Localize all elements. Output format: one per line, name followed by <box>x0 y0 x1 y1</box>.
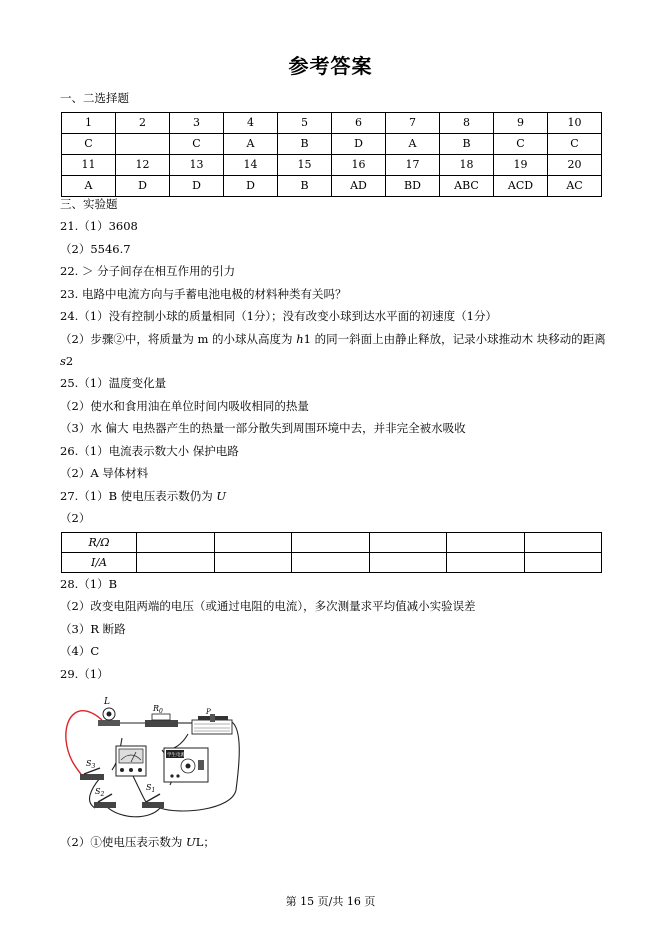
resistance-current-table <box>61 532 602 573</box>
table-row <box>62 176 602 197</box>
table-cell: 16 <box>332 155 386 176</box>
answer-29-2-var-u: U <box>185 835 196 849</box>
table-cell: 20 <box>548 155 602 176</box>
answer-29-2-text: （2）①使电压表示数为 <box>60 835 186 849</box>
table-cell: C <box>494 134 548 155</box>
voltmeter-icon <box>116 746 146 776</box>
table-cell: 18 <box>440 155 494 176</box>
power-supply-label: 学生电源 <box>167 753 185 758</box>
table-cell: D <box>170 176 224 197</box>
answer-25-2: （2）使水和食用油在单位时间内吸收相同的热量 <box>60 399 309 413</box>
table-cell: 19 <box>494 155 548 176</box>
answer-24-2-var-h: h <box>296 332 304 346</box>
label-p: P <box>206 708 211 716</box>
answer-28-1: 28.（1）B <box>60 577 118 591</box>
answer-27-1 <box>60 488 226 504</box>
i-row-label: I/A <box>62 553 137 573</box>
section-choice-heading: 一、二选择题 <box>60 91 129 105</box>
r-row-label: R/Ω <box>62 533 137 553</box>
table-cell: 3 <box>170 113 224 134</box>
table-cell: 14 <box>224 155 278 176</box>
answer-28-3: （3）R 断路 <box>60 622 126 636</box>
table-cell: 1 <box>62 113 116 134</box>
table-cell: 9 <box>494 113 548 134</box>
label-s1: $S_1$ <box>146 783 156 794</box>
rheostat-icon <box>192 714 232 734</box>
choice-answer-table <box>61 112 602 197</box>
table-cell: 8 <box>440 113 494 134</box>
answer-24-2-text-b: 1 的同一斜面上由静止释放，记录小球推动木 块移动的距离 <box>303 332 606 346</box>
red-wire <box>66 711 102 778</box>
table-cell: D <box>332 134 386 155</box>
answer-27-2: （2） <box>60 511 91 525</box>
answer-24-2-var-s: s <box>60 354 66 368</box>
label-s3: $S_3$ <box>86 759 96 770</box>
table-cell: 6 <box>332 113 386 134</box>
table-cell: 2 <box>116 113 170 134</box>
answer-26-1: 26.（1）电流表示数大小 保护电路 <box>60 444 239 458</box>
table-row <box>62 113 602 134</box>
answer-24-2-text-a: （2）步骤②中，将质量为 m 的小球从高度为 <box>60 332 297 346</box>
table-cell: 17 <box>386 155 440 176</box>
table-cell: AC <box>548 176 602 197</box>
table-row <box>62 533 602 553</box>
answer-27-1-var-u: U <box>216 489 227 503</box>
answer-26-2: （2）A 导体材料 <box>60 466 149 480</box>
answer-24-2 <box>60 331 606 347</box>
table-row <box>62 553 602 573</box>
label-s2: $S_2$ <box>95 787 105 798</box>
table-cell: C <box>62 134 116 155</box>
answer-23: 23. 电路中电流方向与手蓄电池电极的材料种类有关吗？ <box>60 287 347 301</box>
table-cell: A <box>386 134 440 155</box>
table-cell: C <box>548 134 602 155</box>
table-cell: ACD <box>494 176 548 197</box>
table-cell: D <box>224 176 278 197</box>
table-cell: 5 <box>278 113 332 134</box>
table-cell: 4 <box>224 113 278 134</box>
table-cell: A <box>62 176 116 197</box>
circuit-diagram <box>60 690 240 825</box>
table-cell: 12 <box>116 155 170 176</box>
answer-29-2-suffix: L； <box>195 835 215 849</box>
answer-28-4: （4）C <box>60 644 100 658</box>
switch-s2-icon <box>94 794 116 808</box>
answer-25-3: （3）水 偏大 电热器产生的热量一部分散失到周围环境中去，并非完全被水吸收 <box>60 421 466 435</box>
table-cell <box>116 134 170 155</box>
table-cell: 13 <box>170 155 224 176</box>
table-cell: D <box>116 176 170 197</box>
table-cell: BD <box>386 176 440 197</box>
answer-21-1: 21.（1）3608 <box>60 219 138 233</box>
answer-28-2: （2）改变电阻两端的电压（或通过电阻的电流），多次测量求平均值减小实验误差 <box>60 599 476 613</box>
answer-29-1: 29.（1） <box>60 667 109 681</box>
table-cell: 11 <box>62 155 116 176</box>
page-title: 参考答案 <box>288 54 373 78</box>
bulb-icon <box>98 708 120 726</box>
table-row <box>62 155 602 176</box>
label-r0: $R_0$ <box>153 704 163 715</box>
table-cell: B <box>278 134 332 155</box>
table-row <box>62 134 602 155</box>
section-experiment-heading: 三、实验题 <box>60 197 118 211</box>
table-cell: 15 <box>278 155 332 176</box>
label-l: L <box>104 697 110 707</box>
answer-22: 22. ＞ 分子间存在相互作用的引力 <box>60 264 236 278</box>
table-cell: 10 <box>548 113 602 134</box>
answer-24-2-text-c: 2 <box>65 354 74 368</box>
table-cell: C <box>170 134 224 155</box>
table-cell: A <box>224 134 278 155</box>
answer-29-2 <box>60 834 215 850</box>
table-cell: 7 <box>386 113 440 134</box>
table-cell: B <box>278 176 332 197</box>
table-cell: ABC <box>440 176 494 197</box>
answer-24-2-cont <box>60 353 73 369</box>
answer-21-2: （2）5546.7 <box>60 242 131 256</box>
answer-25-1: 25.（1）温度变化量 <box>60 376 167 390</box>
table-cell: B <box>440 134 494 155</box>
table-cell: AD <box>332 176 386 197</box>
answer-24-1: 24.（1）没有控制小球的质量相同（1分）；没有改变小球到达水平面的初速度（1分） <box>60 309 497 323</box>
resistor-r0-icon <box>145 714 178 727</box>
answer-27-1-text: 27.（1）B 使电压表示数仍为 <box>60 489 217 503</box>
page-footer: 第 15 页/共 16 页 <box>285 895 376 908</box>
